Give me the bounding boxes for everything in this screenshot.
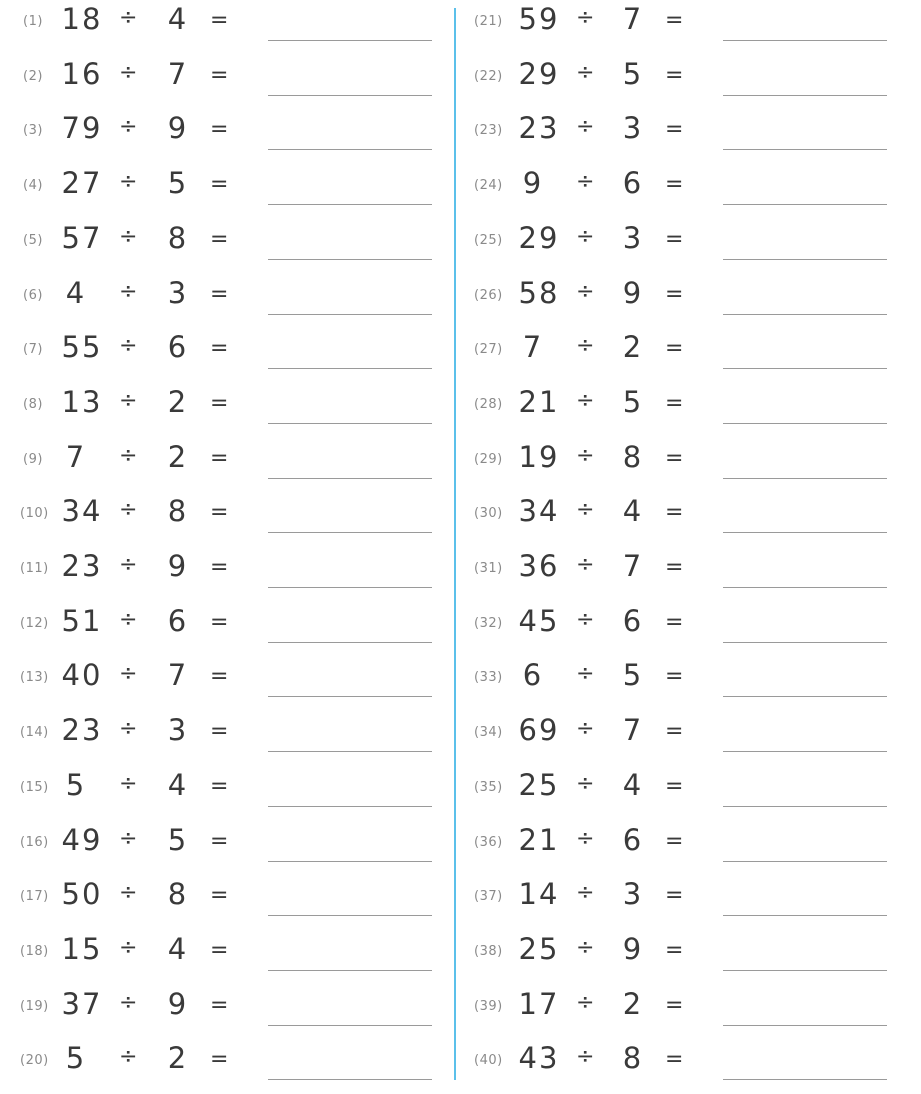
divide-sign: ÷ <box>119 825 138 851</box>
problem-number: (5) <box>23 232 43 248</box>
answer-line[interactable] <box>268 314 432 315</box>
equals-sign: = <box>210 992 229 1018</box>
equals-sign: = <box>210 773 229 799</box>
problem-number: (18) <box>20 943 49 959</box>
answer-line[interactable] <box>268 970 432 971</box>
answer-line[interactable] <box>723 1079 887 1080</box>
problem-number: (29) <box>474 451 503 467</box>
division-problem <box>455 438 895 493</box>
answer-line[interactable] <box>268 149 432 150</box>
division-problem <box>0 711 440 766</box>
problem-number: (17) <box>20 889 49 905</box>
divisor: 3 <box>167 275 187 310</box>
divide-sign: ÷ <box>119 716 138 742</box>
divide-sign: ÷ <box>119 387 138 413</box>
problem-number: (21) <box>474 14 503 29</box>
divisor: 4 <box>167 767 187 802</box>
dividend: 29 <box>518 220 560 255</box>
dividend: 37 <box>61 986 103 1021</box>
division-problem <box>455 274 895 329</box>
dividend: 16 <box>61 56 103 91</box>
divisor: 8 <box>622 439 642 474</box>
division-problem <box>455 109 895 164</box>
equals-sign: = <box>210 719 229 745</box>
division-problem <box>455 492 895 547</box>
divide-sign: ÷ <box>576 169 595 195</box>
answer-line[interactable] <box>268 478 432 479</box>
equals-sign: = <box>665 8 684 33</box>
problem-number: (14) <box>20 725 49 741</box>
division-problem <box>455 328 895 383</box>
answer-line[interactable] <box>723 861 887 862</box>
division-problem <box>0 821 440 876</box>
problem-number: (4) <box>23 178 43 194</box>
problem-number: (6) <box>23 287 43 303</box>
dividend: 45 <box>518 603 560 638</box>
answer-line[interactable] <box>723 970 887 971</box>
problem-number: (27) <box>474 342 503 358</box>
divide-sign: ÷ <box>119 497 138 523</box>
divide-sign: ÷ <box>576 880 595 906</box>
equals-sign: = <box>665 883 684 909</box>
divisor: 6 <box>622 822 642 857</box>
dividend: 14 <box>518 877 560 912</box>
equals-sign: = <box>665 719 684 745</box>
dividend: 21 <box>518 384 560 419</box>
dividend: 27 <box>61 166 103 201</box>
problem-number: (15) <box>20 779 49 795</box>
problem-number: (32) <box>474 615 503 631</box>
dividend: 79 <box>61 111 103 146</box>
divisor: 2 <box>622 330 642 365</box>
answer-line[interactable] <box>268 1025 432 1026</box>
divisor: 2 <box>167 384 187 419</box>
division-problem <box>455 656 895 711</box>
divisor: 8 <box>167 877 187 912</box>
answer-line[interactable] <box>268 587 432 588</box>
equals-sign: = <box>210 883 229 909</box>
equals-sign: = <box>665 828 684 854</box>
problem-number: (25) <box>474 232 503 248</box>
divisor: 2 <box>167 1041 187 1076</box>
problem-number: (11) <box>20 561 49 576</box>
answer-line[interactable] <box>723 259 887 260</box>
equals-sign: = <box>665 1047 684 1073</box>
problem-number: (13) <box>20 670 49 686</box>
answer-line[interactable] <box>723 532 887 533</box>
problem-number: (39) <box>474 998 503 1014</box>
dividend: 36 <box>518 549 560 583</box>
divide-sign: ÷ <box>576 278 595 304</box>
dividend: 23 <box>61 713 103 748</box>
division-problem <box>455 55 895 110</box>
divisor: 7 <box>622 2 642 36</box>
divide-sign: ÷ <box>576 661 595 687</box>
dividend: 7 <box>65 439 87 474</box>
divisor: 6 <box>167 603 187 638</box>
divide-sign: ÷ <box>576 59 595 85</box>
division-problem <box>455 711 895 766</box>
equals-sign: = <box>210 500 229 526</box>
divide-sign: ÷ <box>119 114 138 140</box>
divide-sign: ÷ <box>119 770 138 796</box>
divisor: 6 <box>167 330 187 365</box>
answer-line[interactable] <box>268 532 432 533</box>
equals-sign: = <box>210 664 229 690</box>
division-problem <box>455 547 895 602</box>
problem-number: (23) <box>474 123 503 139</box>
divisor: 5 <box>167 822 187 857</box>
divisor: 3 <box>622 220 642 255</box>
answer-line[interactable] <box>268 915 432 916</box>
dividend: 58 <box>518 275 560 310</box>
divisor: 7 <box>622 549 642 583</box>
answer-line[interactable] <box>268 423 432 424</box>
divisor: 4 <box>167 2 187 36</box>
answer-line[interactable] <box>723 40 887 41</box>
divide-sign: ÷ <box>119 880 138 906</box>
problem-number: (38) <box>474 943 503 959</box>
problem-number: (19) <box>20 998 49 1014</box>
divisor: 5 <box>622 658 642 693</box>
answer-line[interactable] <box>723 204 887 205</box>
divisor: 6 <box>622 166 642 201</box>
answer-line[interactable] <box>723 1025 887 1026</box>
divide-sign: ÷ <box>576 716 595 742</box>
problem-number: (20) <box>20 1053 49 1069</box>
divisor: 8 <box>167 494 187 529</box>
equals-sign: = <box>210 172 229 198</box>
problem-number: (1) <box>23 14 43 29</box>
divisor: 2 <box>167 439 187 474</box>
dividend: 15 <box>61 931 103 966</box>
answer-line[interactable] <box>268 806 432 807</box>
answer-line[interactable] <box>723 696 887 697</box>
equals-sign: = <box>665 62 684 88</box>
divide-sign: ÷ <box>119 989 138 1015</box>
divide-sign: ÷ <box>119 552 138 577</box>
dividend: 5 <box>65 1041 87 1076</box>
division-problem <box>455 985 895 1040</box>
answer-line[interactable] <box>723 806 887 807</box>
equals-sign: = <box>665 445 684 471</box>
divisor: 7 <box>622 713 642 748</box>
equals-sign: = <box>665 555 684 580</box>
problem-number: (8) <box>23 396 43 412</box>
answer-line[interactable] <box>723 751 887 752</box>
division-problem <box>0 438 440 493</box>
answer-line[interactable] <box>723 478 887 479</box>
answer-line[interactable] <box>268 642 432 643</box>
equals-sign: = <box>210 609 229 635</box>
problem-number: (2) <box>23 68 43 84</box>
equals-sign: = <box>210 8 229 33</box>
dividend: 59 <box>518 2 560 36</box>
divide-sign: ÷ <box>576 1044 595 1070</box>
divide-sign: ÷ <box>119 934 138 960</box>
dividend: 5 <box>65 767 87 802</box>
dividend: 7 <box>522 330 544 365</box>
division-problem <box>455 383 895 438</box>
divisor: 4 <box>622 767 642 802</box>
problem-number: (40) <box>474 1053 503 1069</box>
answer-line[interactable] <box>268 259 432 260</box>
divisor: 4 <box>167 931 187 966</box>
divisor: 3 <box>622 877 642 912</box>
equals-sign: = <box>665 117 684 143</box>
divide-sign: ÷ <box>119 1044 138 1070</box>
equals-sign: = <box>210 445 229 471</box>
equals-sign: = <box>210 937 229 963</box>
equals-sign: = <box>210 281 229 307</box>
dividend: 69 <box>518 713 560 748</box>
dividend: 50 <box>61 877 103 912</box>
division-problem <box>455 875 895 930</box>
divide-sign: ÷ <box>119 661 138 687</box>
division-problem <box>0 0 440 55</box>
problem-number: (16) <box>20 834 49 850</box>
dividend: 43 <box>518 1041 560 1076</box>
division-problem <box>455 1039 895 1094</box>
answer-line[interactable] <box>723 368 887 369</box>
divide-sign: ÷ <box>576 825 595 851</box>
divisor: 7 <box>167 56 187 91</box>
problem-number: (31) <box>474 561 503 576</box>
dividend: 40 <box>61 658 103 693</box>
divide-sign: ÷ <box>576 770 595 796</box>
dividend: 55 <box>61 330 103 365</box>
divide-sign: ÷ <box>119 59 138 85</box>
left-problem-column <box>0 0 440 1094</box>
divide-sign: ÷ <box>576 223 595 249</box>
division-problem <box>0 109 440 164</box>
divide-sign: ÷ <box>576 497 595 523</box>
problem-number: (37) <box>474 889 503 905</box>
dividend: 13 <box>61 384 103 419</box>
problem-number: (28) <box>474 396 503 412</box>
answer-line[interactable] <box>723 915 887 916</box>
answer-line[interactable] <box>723 314 887 315</box>
divisor: 9 <box>167 111 187 146</box>
divide-sign: ÷ <box>119 333 138 359</box>
divisor: 5 <box>167 166 187 201</box>
equals-sign: = <box>665 172 684 198</box>
answer-line[interactable] <box>268 204 432 205</box>
division-problem <box>455 821 895 876</box>
division-problem <box>0 656 440 711</box>
equals-sign: = <box>665 664 684 690</box>
divide-sign: ÷ <box>576 387 595 413</box>
answer-line[interactable] <box>268 40 432 41</box>
division-problem <box>0 1039 440 1094</box>
answer-line[interactable] <box>723 587 887 588</box>
problem-number: (7) <box>23 342 43 358</box>
dividend: 23 <box>61 549 103 583</box>
division-problem <box>0 274 440 329</box>
dividend: 25 <box>518 767 560 802</box>
dividend: 34 <box>61 494 103 529</box>
division-problem <box>455 219 895 274</box>
equals-sign: = <box>665 773 684 799</box>
answer-line[interactable] <box>723 95 887 96</box>
problem-number: (26) <box>474 287 503 303</box>
division-problem <box>0 164 440 219</box>
divisor: 9 <box>167 986 187 1021</box>
divisor: 9 <box>167 549 187 583</box>
divisor: 5 <box>622 384 642 419</box>
dividend: 18 <box>61 2 103 36</box>
equals-sign: = <box>210 336 229 362</box>
dividend: 57 <box>61 220 103 255</box>
answer-line[interactable] <box>723 423 887 424</box>
divisor: 4 <box>622 494 642 529</box>
equals-sign: = <box>210 828 229 854</box>
answer-line[interactable] <box>268 1079 432 1080</box>
dividend: 21 <box>518 822 560 857</box>
problem-number: (12) <box>20 615 49 631</box>
division-problem <box>455 0 895 55</box>
answer-line[interactable] <box>268 368 432 369</box>
divide-sign: ÷ <box>576 552 595 577</box>
problem-number: (22) <box>474 68 503 84</box>
problem-number: (24) <box>474 178 503 194</box>
dividend: 19 <box>518 439 560 474</box>
divisor: 2 <box>622 986 642 1021</box>
divisor: 3 <box>622 111 642 146</box>
divide-sign: ÷ <box>576 442 595 468</box>
divisor: 9 <box>622 931 642 966</box>
answer-line[interactable] <box>268 696 432 697</box>
equals-sign: = <box>665 336 684 362</box>
divisor: 6 <box>622 603 642 638</box>
problem-number: (10) <box>20 506 49 522</box>
divide-sign: ÷ <box>576 934 595 960</box>
dividend: 17 <box>518 986 560 1021</box>
problem-number: (30) <box>474 506 503 522</box>
equals-sign: = <box>210 62 229 88</box>
division-problem <box>0 985 440 1040</box>
divide-sign: ÷ <box>119 606 138 632</box>
divide-sign: ÷ <box>576 606 595 632</box>
dividend: 9 <box>522 166 544 201</box>
division-problem <box>455 602 895 657</box>
problem-number: (33) <box>474 670 503 686</box>
dividend: 23 <box>518 111 560 146</box>
divide-sign: ÷ <box>576 333 595 359</box>
problem-number: (34) <box>474 725 503 741</box>
division-problem <box>0 383 440 438</box>
dividend: 29 <box>518 56 560 91</box>
right-problem-column <box>455 0 895 1094</box>
divide-sign: ÷ <box>576 989 595 1015</box>
division-problem <box>455 164 895 219</box>
divisor: 8 <box>622 1041 642 1076</box>
division-problem <box>455 766 895 821</box>
divide-sign: ÷ <box>576 114 595 140</box>
equals-sign: = <box>665 281 684 307</box>
division-problem <box>0 219 440 274</box>
dividend: 4 <box>65 275 87 310</box>
division-problem <box>0 602 440 657</box>
problem-number: (9) <box>23 451 43 467</box>
divide-sign: ÷ <box>119 223 138 249</box>
problem-number: (3) <box>23 123 43 139</box>
division-problem <box>0 766 440 821</box>
division-problem <box>0 55 440 110</box>
divide-sign: ÷ <box>576 5 595 30</box>
divisor: 8 <box>167 220 187 255</box>
equals-sign: = <box>665 992 684 1018</box>
division-problem <box>0 930 440 985</box>
answer-line[interactable] <box>723 149 887 150</box>
equals-sign: = <box>210 555 229 580</box>
equals-sign: = <box>665 937 684 963</box>
dividend: 49 <box>61 822 103 857</box>
division-problem <box>0 547 440 602</box>
dividend: 51 <box>61 603 103 638</box>
equals-sign: = <box>665 390 684 416</box>
divide-sign: ÷ <box>119 442 138 468</box>
equals-sign: = <box>665 500 684 526</box>
equals-sign: = <box>210 1047 229 1073</box>
divide-sign: ÷ <box>119 169 138 195</box>
answer-line[interactable] <box>268 861 432 862</box>
problem-number: (35) <box>474 779 503 795</box>
division-problem <box>455 930 895 985</box>
dividend: 6 <box>522 658 544 693</box>
equals-sign: = <box>665 226 684 252</box>
divisor: 9 <box>622 275 642 310</box>
answer-line[interactable] <box>268 751 432 752</box>
dividend: 34 <box>518 494 560 529</box>
division-problem <box>0 328 440 383</box>
equals-sign: = <box>210 117 229 143</box>
divisor: 5 <box>622 56 642 91</box>
equals-sign: = <box>665 609 684 635</box>
equals-sign: = <box>210 390 229 416</box>
equals-sign: = <box>210 226 229 252</box>
divisor: 7 <box>167 658 187 693</box>
divisor: 3 <box>167 713 187 748</box>
divide-sign: ÷ <box>119 278 138 304</box>
problem-number: (36) <box>474 834 503 850</box>
dividend: 25 <box>518 931 560 966</box>
answer-line[interactable] <box>268 95 432 96</box>
divide-sign: ÷ <box>119 5 138 30</box>
division-problem <box>0 492 440 547</box>
division-problem <box>0 875 440 930</box>
answer-line[interactable] <box>723 642 887 643</box>
